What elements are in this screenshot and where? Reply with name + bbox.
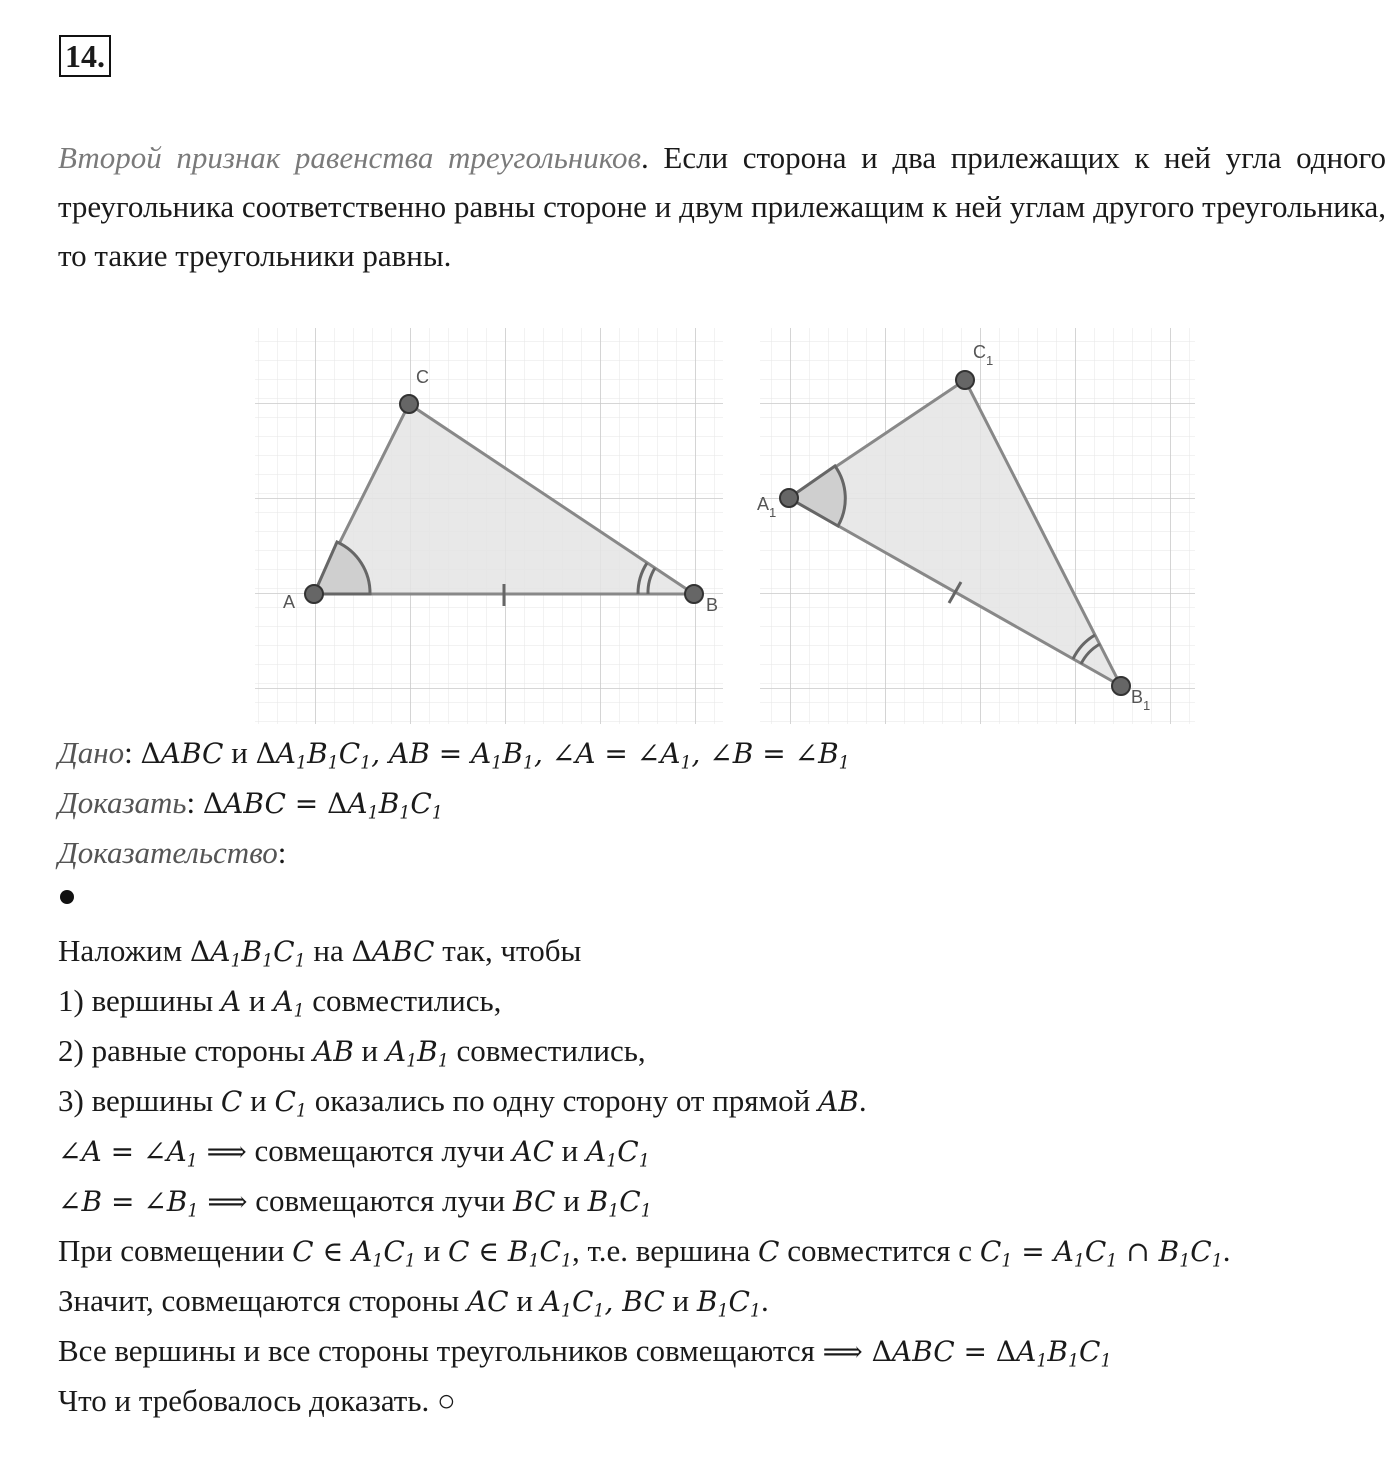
label-a: A	[283, 592, 296, 612]
theorem-statement	[58, 133, 1386, 280]
text: и	[508, 1283, 541, 1318]
theorem-text: . Если сторона и два прилежащих к ней угла одного треугольника соответственно равны стороне и двум прилежащим к ней углам другого треугольника, то такие треугольники равны.	[58, 140, 1387, 273]
text: совместится с	[779, 1233, 980, 1268]
point-a	[305, 585, 323, 603]
given-and: и	[231, 735, 256, 770]
step-all: Все вершины и все стороны треугольников совмещаются ⟹ $\Delta ABC = \Delta A_1B_1C_1$	[58, 1333, 1112, 1372]
given-line: Дано: ΔABC и $\Delta A_1B_1C_1$, AB = $A_1B_1$, ∠A = $\angle A_1$, ∠B = $\angle B_1$	[58, 735, 850, 774]
prove-colon: :	[186, 785, 196, 820]
prove-label: Доказать	[58, 785, 187, 820]
step-1: 1) вершины A и $A_1$ совместились,	[58, 983, 502, 1022]
text: При совмещении	[58, 1233, 293, 1268]
text: Значит, совмещаются стороны	[58, 1283, 467, 1318]
label-b1: $B_1$	[1131, 687, 1151, 713]
text: совмещаются лучи	[247, 1183, 513, 1218]
text: и	[553, 1133, 586, 1168]
point-c	[400, 395, 418, 413]
theorem-name: Второй признак равенства треугольников	[58, 140, 642, 175]
proof-bullet	[60, 890, 74, 904]
text: Наложим	[58, 933, 190, 968]
step-sides: Значит, совмещаются стороны AC и $A_1C_1$, BC и $B_1C_1$.	[58, 1283, 769, 1322]
text: 3) вершины	[58, 1083, 221, 1118]
text: и	[242, 1083, 275, 1118]
given-label: Дано	[58, 735, 125, 770]
step-overlay: Наложим $\Delta A_1B_1C_1$ на ΔABC так, чтобы	[58, 933, 582, 972]
step-rays-b: ∠B = $\angle B_1$ ⟹ совмещаются лучи BC и $B_1C_1$	[58, 1183, 652, 1222]
label-c: C	[416, 367, 429, 387]
label-b: B	[706, 595, 719, 615]
triangles-figure	[255, 328, 1195, 724]
text: совместились,	[304, 983, 502, 1018]
text: и	[415, 1233, 448, 1268]
text: 1) вершины	[58, 983, 221, 1018]
point-b	[685, 585, 703, 603]
proof-colon: :	[277, 835, 287, 870]
point-c1	[956, 371, 974, 389]
given-colon: :	[124, 735, 133, 770]
prove-line: Доказать: $\Delta ABC = \Delta A_1B_1C_1$	[58, 785, 443, 824]
task-number: 14.	[59, 35, 111, 77]
text: и	[555, 1183, 588, 1218]
label-c1: $C_1$	[973, 342, 994, 368]
text: так, чтобы	[434, 933, 582, 968]
label-a1: $A_1$	[757, 494, 777, 520]
text: совмещаются лучи	[246, 1133, 513, 1168]
text: на	[305, 933, 352, 968]
text: и	[353, 1033, 386, 1068]
step-coincide: При совмещении C ∈ $A_1C_1$ и C ∈ $B_1C_1$, т.е. вершина C совместится с $C_1 = A_1C_1$ ∩ $B_1C_1$.	[58, 1233, 1231, 1272]
step-2: 2) равные стороны AB и $A_1B_1$ совместились,	[58, 1033, 646, 1072]
step-rays-a: ∠A = $\angle A_1$ ⟹ совмещаются лучи AC и $A_1C_1$	[58, 1133, 650, 1172]
proof-label: Доказательство	[58, 835, 278, 870]
proof-line	[58, 833, 286, 873]
text: Все вершины и все стороны треугольников совмещаются	[58, 1333, 823, 1368]
text: и	[241, 983, 274, 1018]
text: 2) равные стороны	[58, 1033, 313, 1068]
text: и	[664, 1283, 697, 1318]
text: оказались по одну сторону от прямой	[306, 1083, 819, 1118]
qed-line: Что и требовалось доказать. ○	[58, 1383, 456, 1418]
point-b1	[1112, 677, 1130, 695]
step-3: 3) вершины C и $C_1$ оказались по одну сторону от прямой AB.	[58, 1083, 867, 1122]
text: , т.е. вершина	[572, 1233, 759, 1268]
text: совместились,	[448, 1033, 646, 1068]
text: .	[858, 1083, 867, 1118]
point-a1	[780, 489, 798, 507]
